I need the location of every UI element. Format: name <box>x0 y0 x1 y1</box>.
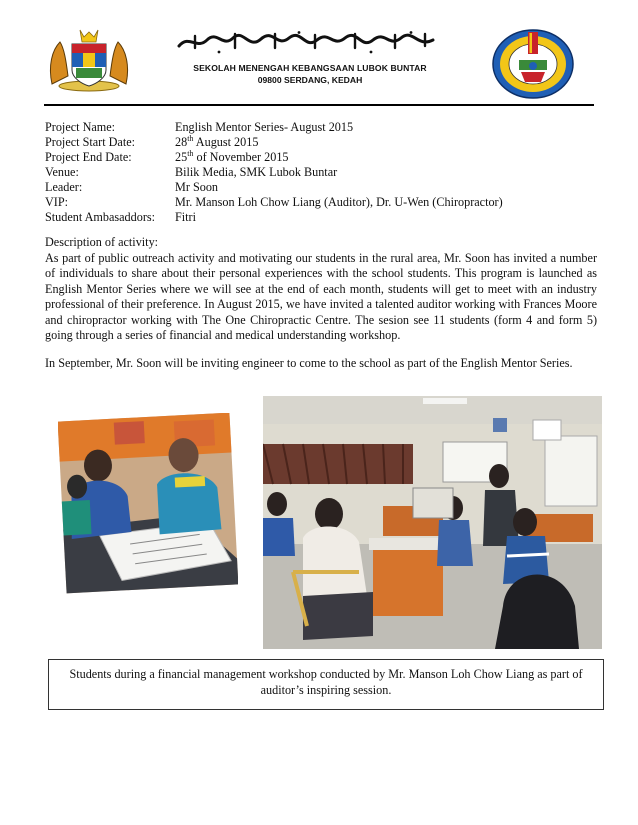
school-address: 09800 SERDANG, KEDAH <box>257 75 363 85</box>
info-row-ambassadors <box>45 210 605 225</box>
info-value: English Mentor Series- August 2015 <box>175 120 354 134</box>
project-info <box>45 120 605 225</box>
info-label: Leader: <box>45 180 83 194</box>
info-label: Student Ambasaddors: <box>45 210 156 224</box>
description-paragraph: As part of public outreach activity and motivating our students in the rural area, Mr. Soon has invited a number of individuals to share about their personal experiences with the school students. This program is launched as English Mentor Series where we will see at the end of each month, students will get to meet with an industry professional of their preference. In August 2015, we have invited a talented auditor working with Frances Moore and chiropractor working with The One Chiropractic Centre. The sesion see 11 students (form 4 and form 5) going through a series of financial and medical understanding workshop. <box>45 250 597 342</box>
info-row-vip <box>45 195 605 210</box>
info-label: VIP: <box>45 195 69 209</box>
letterhead <box>0 0 638 110</box>
caption-text: Students during a financial management workshop conducted by Mr. Manson Loh Chow Liang as part of auditor’s inspiring session. <box>69 667 583 697</box>
info-value: Bilik Media, SMK Lubok Buntar <box>175 165 338 179</box>
activity-description <box>45 235 597 371</box>
info-row-leader <box>45 180 605 195</box>
coat-of-arms-logo <box>46 26 132 94</box>
info-label: Project Name: <box>45 120 116 134</box>
photo-caption <box>48 659 604 710</box>
info-value: 25th of November 2015 <box>175 148 289 164</box>
info-row-venue <box>45 165 605 180</box>
info-value: Mr. Manson Loh Chow Liang (Auditor), Dr. U-Wen (Chiropractor) <box>175 195 503 209</box>
info-value: Mr Soon <box>175 180 219 194</box>
workshop-photo-classroom <box>263 396 602 649</box>
info-row-project-name <box>45 120 605 135</box>
info-value: Fitri <box>175 210 196 224</box>
school-badge-logo <box>491 28 575 100</box>
school-name: SEKOLAH MENENGAH KEBANGSAAN LUBOK BUNTAR <box>193 63 427 73</box>
description-paragraph: In September, Mr. Soon will be inviting engineer to come to the school as part of the English Mentor Series. <box>45 355 573 370</box>
header-divider <box>44 104 594 106</box>
info-label: Venue: <box>45 165 79 179</box>
workshop-photo-students <box>58 413 238 594</box>
info-label: Project End Date: <box>45 150 132 164</box>
description-heading: Description of activity: <box>45 235 159 249</box>
info-label: Project Start Date: <box>45 135 136 149</box>
info-value: 28th August 2015 <box>175 133 259 149</box>
jawi-script-heading <box>175 30 437 54</box>
info-row-start-date <box>45 135 605 150</box>
info-row-end-date <box>45 150 605 165</box>
